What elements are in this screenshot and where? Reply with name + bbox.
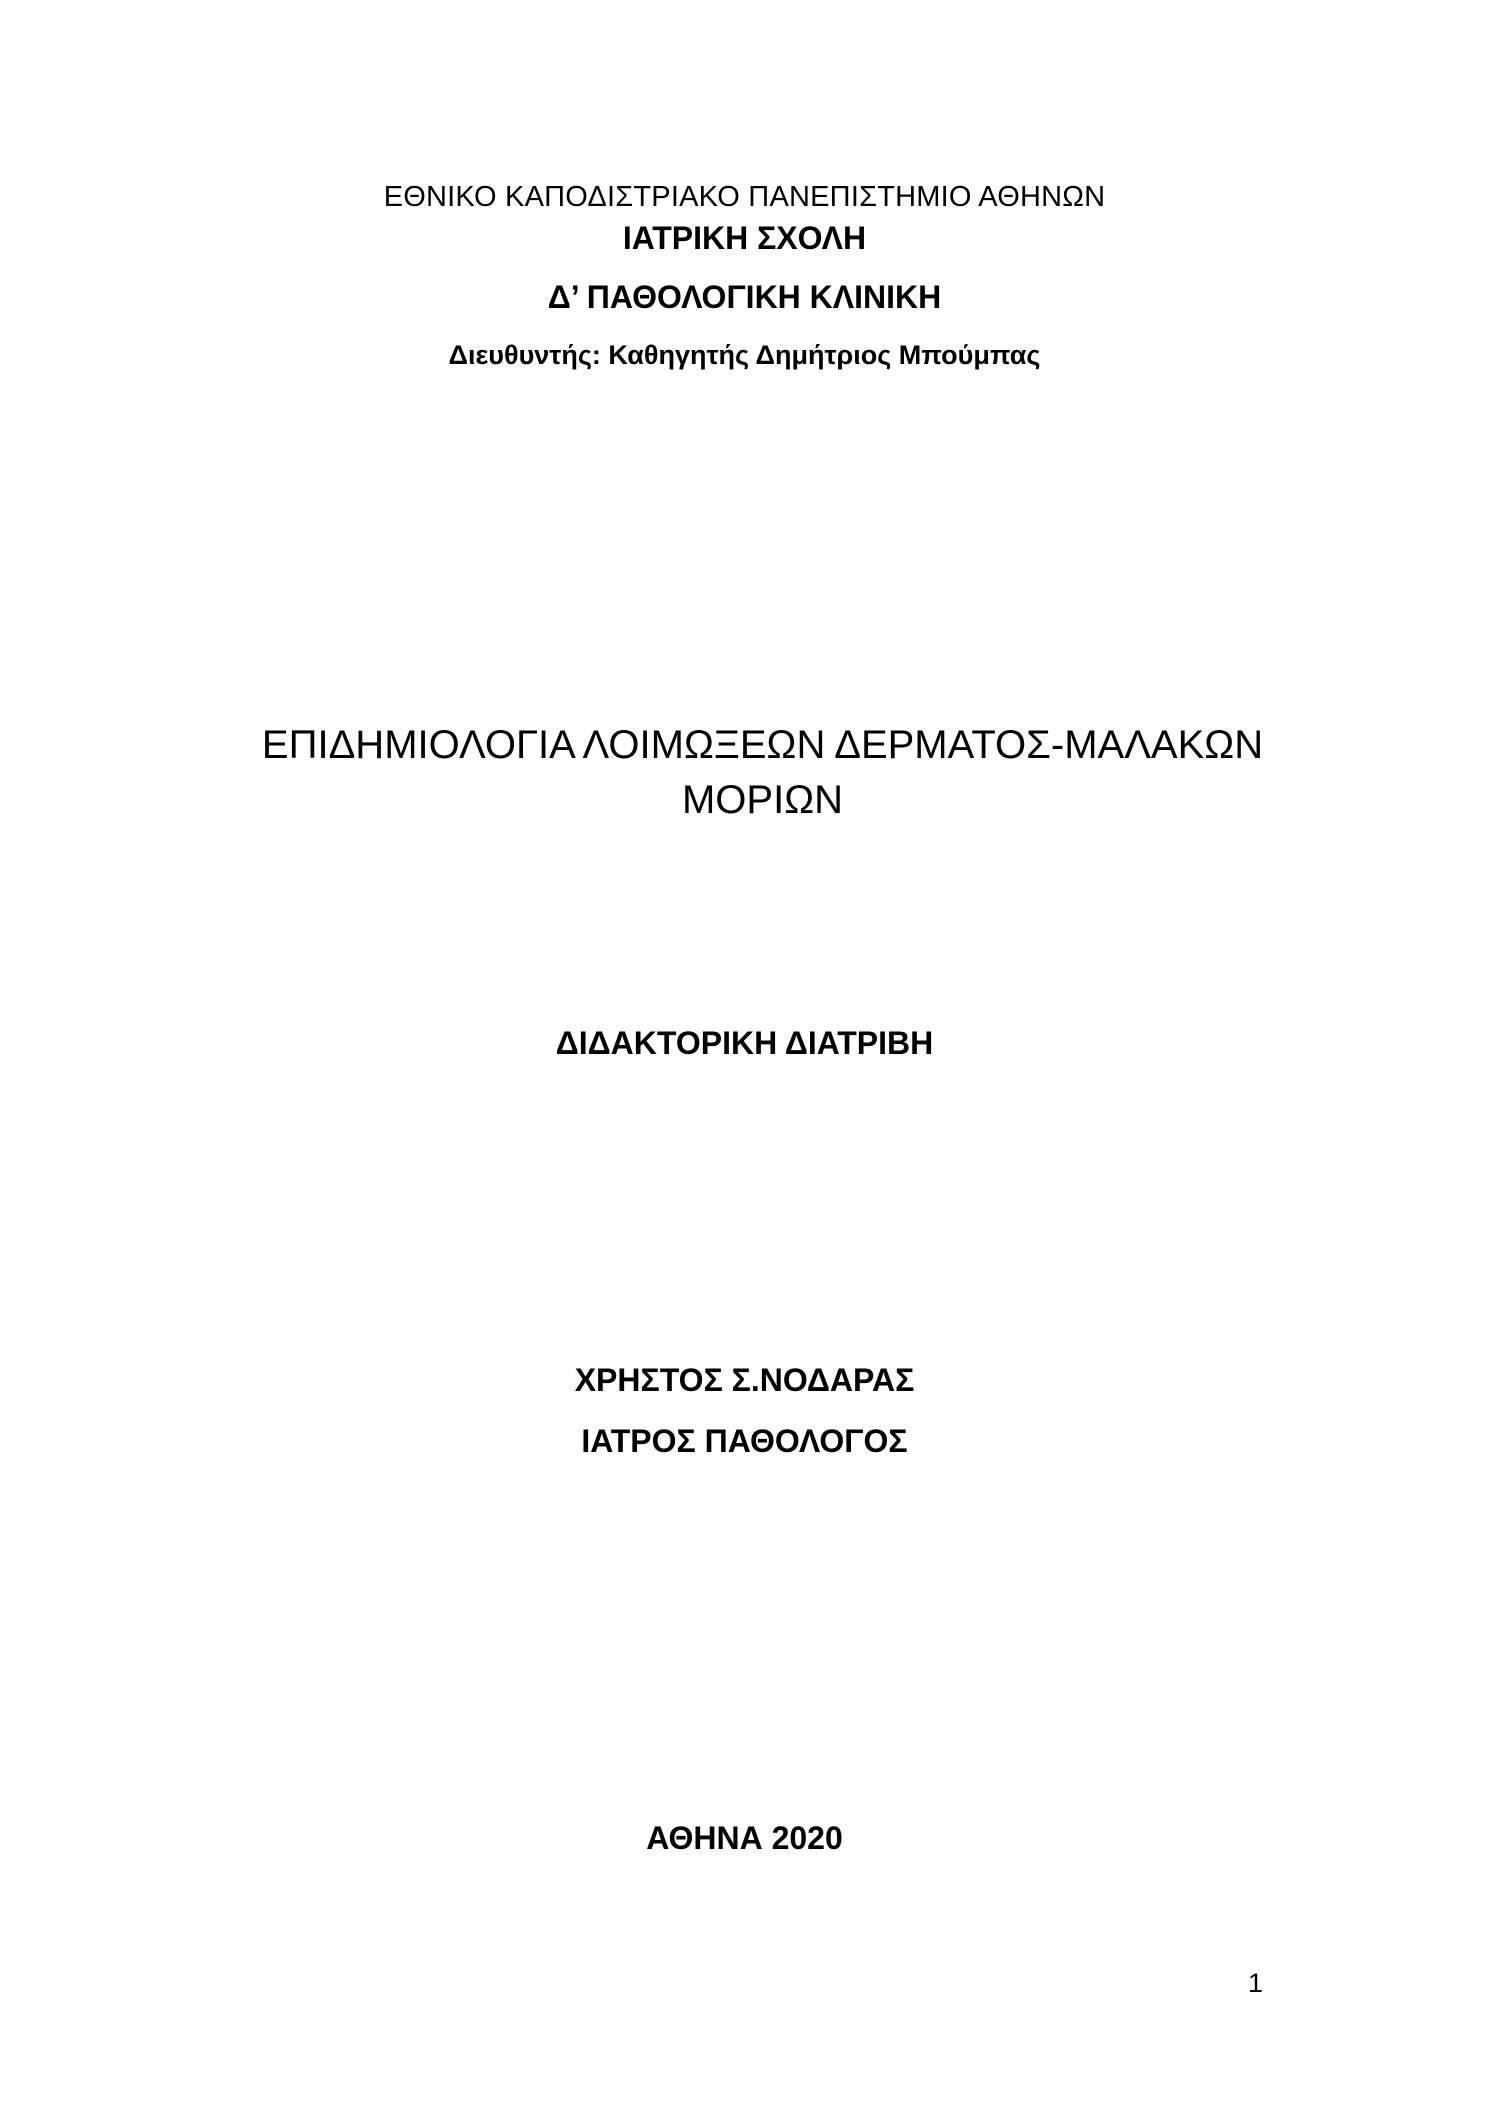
university-name: ΕΘΝΙΚΟ ΚΑΠΟΔΙΣΤΡΙΑΚΟ ΠΑΝΕΠΙΣΤΗΜΙΟ ΑΘΗΝΩΝ [383,181,1106,213]
page-number: 1 [1248,1968,1264,1998]
thesis-title-line-1: ΕΠΙΔΗΜΙΟΛΟΓΙΑ ΛΟΙΜΩΞΕΩΝ ΔΕΡΜΑΤΟΣ-ΜΑΛΑΚΩΝ [261,723,1264,767]
clinic-name: Δ’ ΠΑΘΟΛΟΓΙΚΗ ΚΛΙΝΙΚΗ [547,279,942,315]
place-and-year: ΑΘΗΝΑ 2020 [646,1820,843,1856]
author-name: ΧΡΗΣΤΟΣ Σ.ΝΟΔΑΡΑΣ [574,1362,915,1398]
director-line: Διευθυντής: Καθηγητής Δημήτριος Μπούμπας [448,340,1041,370]
author-profession: ΙΑΤΡΟΣ ΠΑΘΟΛΟΓΟΣ [581,1423,908,1459]
document-type: ΔΙΔΑΚΤΟΡΙΚΗ ΔΙΑΤΡΙΒΗ [555,1025,934,1061]
thesis-title-line-2: ΜΟΡΙΩΝ [681,778,843,822]
school-name: ΙΑΤΡΙΚΗ ΣΧΟΛΗ [622,220,867,256]
